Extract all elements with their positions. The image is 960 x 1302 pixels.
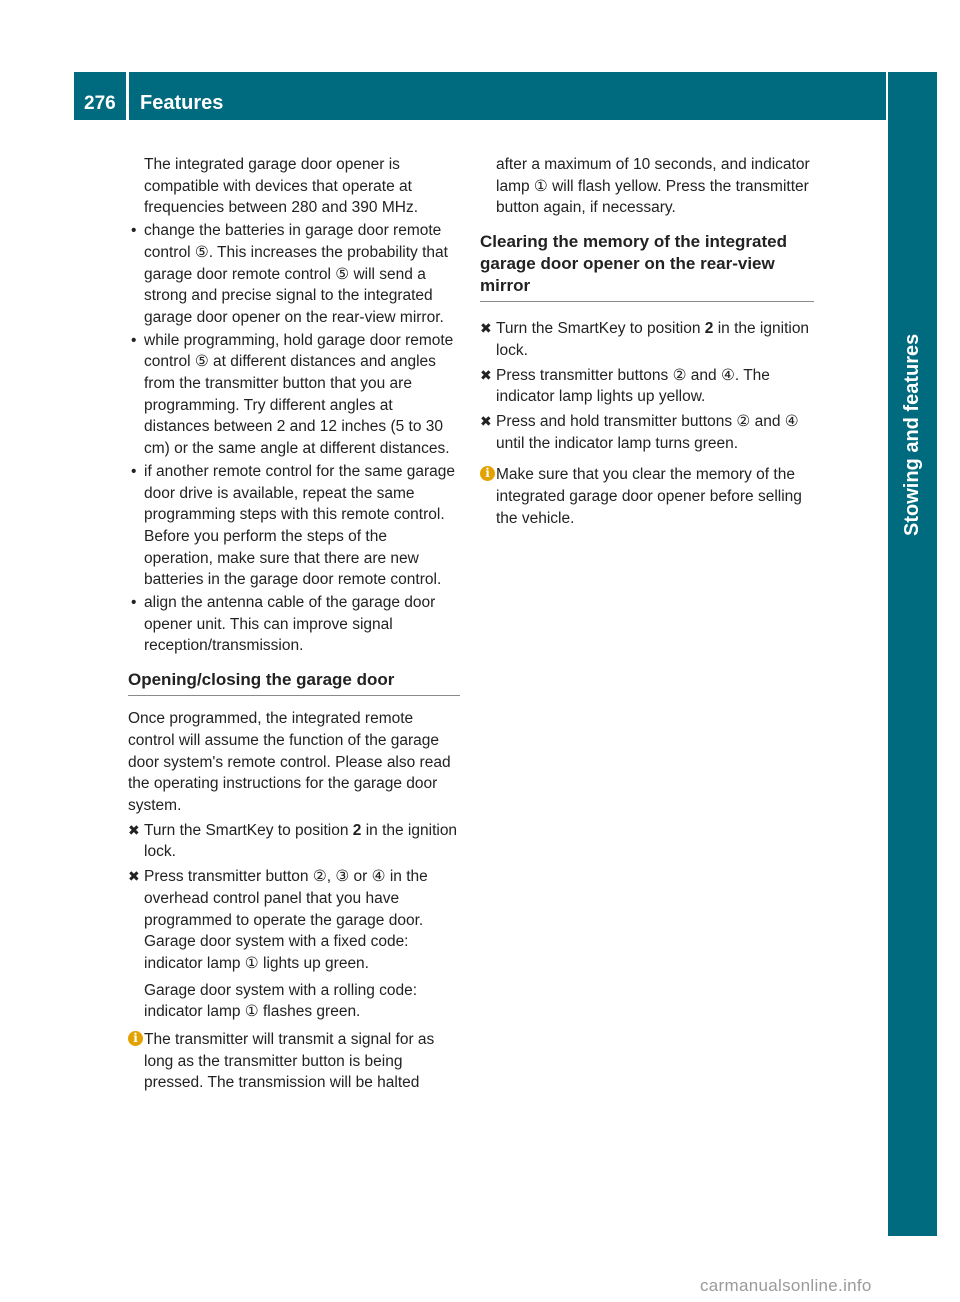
info-note bbox=[128, 1029, 460, 1094]
list-item: • while programming, hold garage door remote control ⑤ at different distances and angles from the transmitter button that you are programming. Try different angles at distances between 2 and 12 inches (5 to 30 cm) or the same angle at different distances. bbox=[128, 330, 460, 460]
info-icon: i bbox=[128, 1031, 143, 1046]
watermark: carmanualsonline.info bbox=[700, 1276, 872, 1295]
arrow-icon: ✖ bbox=[128, 868, 140, 885]
side-tab-marker bbox=[888, 1176, 937, 1236]
left-column bbox=[128, 154, 460, 1094]
step-text: Turn the SmartKey to position bbox=[144, 821, 353, 839]
list-item: • change the batteries in garage door remote control ⑤. This increases the probability that garage door remote control ⑤ will send a strong and precise signal to the integrated garage door opener on the rear-view mirror. bbox=[128, 220, 460, 329]
body-paragraph: Once programmed, the integrated remote control will assume the function of the garage door system's remote control. Please also read the operating instructions for the garage door system. bbox=[128, 710, 451, 814]
step-text: in the ignition lock. bbox=[496, 320, 810, 359]
side-tab-label: Stowing and features bbox=[901, 333, 923, 536]
arrow-icon: ✖ bbox=[480, 366, 492, 383]
info-icon: i bbox=[480, 466, 495, 481]
step-text: Press transmitter button ②, ③ or ④ in the overhead control panel that you have programmed to operate the garage door. Garage door system with a fixed code: indicator lamp ① lights up green. bbox=[144, 868, 428, 972]
intro-text: The integrated garage door opener is compatible with devices that operate at frequencies between 280 and 390 MHz. bbox=[144, 156, 419, 217]
arrow-icon: ✖ bbox=[480, 320, 492, 337]
continuation-text: after a maximum of 10 seconds, and indicator lamp ① will flash yellow. Press the transmitter button again, if necessary. bbox=[496, 156, 810, 217]
section-title: Features bbox=[140, 92, 224, 114]
instruction-step bbox=[128, 866, 460, 1023]
step-text: Press and hold transmitter buttons ② and ④ until the indicator lamp turns green. bbox=[496, 412, 799, 452]
list-item: • if another remote control for the same garage door drive is available, repeat the same programming steps with this remote control. Before you perform the steps of the operation, make sure that there are new batteries in the garage door remote control. bbox=[128, 461, 460, 591]
instruction-step bbox=[480, 365, 814, 408]
page-number: 276 bbox=[84, 93, 116, 114]
header-bar bbox=[74, 72, 886, 120]
header-divider bbox=[126, 72, 129, 120]
step-text: in the ignition lock. bbox=[144, 821, 458, 861]
step-position: 2 bbox=[704, 320, 714, 338]
instruction-step bbox=[128, 820, 460, 863]
side-tab bbox=[888, 72, 937, 1236]
right-column bbox=[480, 154, 814, 529]
section-heading: Opening/closing the garage door bbox=[128, 669, 460, 696]
section-heading: Clearing the memory of the integrated garage door opener on the rear-view mirror bbox=[480, 231, 814, 302]
note-text: Make sure that you clear the memory of the integrated garage door opener before selling the vehicle. bbox=[496, 466, 802, 527]
step-text: Turn the SmartKey to position bbox=[496, 320, 705, 338]
instruction-step bbox=[480, 411, 814, 454]
info-note bbox=[480, 464, 814, 529]
note-text: The transmitter will transmit a signal for as long as the transmitter button is being pressed. The transmission will be halted bbox=[144, 1031, 435, 1092]
step-position: 2 bbox=[352, 821, 362, 839]
arrow-icon: ✖ bbox=[128, 821, 140, 838]
step-text: Press transmitter buttons ② and ④. The indicator lamp lights up yellow. bbox=[496, 366, 770, 406]
arrow-icon: ✖ bbox=[480, 412, 492, 429]
step-extra: Garage door system with a rolling code: indicator lamp ① flashes green. bbox=[144, 981, 418, 1021]
list-item: • align the antenna cable of the garage door opener unit. This can improve signal reception/transmission. bbox=[128, 592, 460, 657]
instruction-step bbox=[480, 318, 814, 361]
